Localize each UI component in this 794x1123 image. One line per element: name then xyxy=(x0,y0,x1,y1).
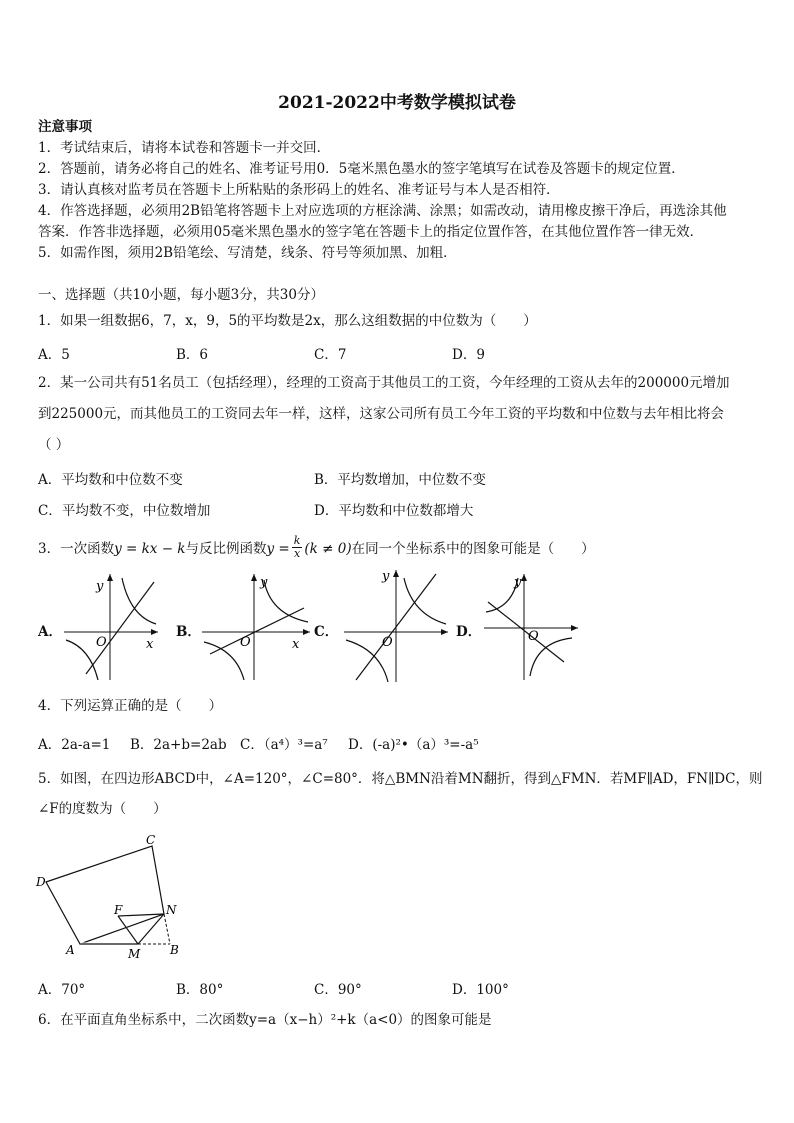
label-n: N xyxy=(166,903,177,917)
x-axis-arrow xyxy=(303,629,310,635)
notice-item: 3．请认真核对监考员在答题卡上所粘贴的条形码上的姓名、准考证号与本人是否相符． xyxy=(38,182,560,198)
q5-option-d: D．100° xyxy=(452,982,509,998)
q4-option-d: D．(-a)²•（a）³=-a⁵ xyxy=(348,737,479,753)
linear-graph xyxy=(86,582,154,674)
q3-fraction xyxy=(292,535,303,560)
question-3-stem xyxy=(38,536,595,561)
q3-fraction-numerator: k xyxy=(293,534,301,547)
q3-stem-suffix: 在同一个坐标系中的图象可能是（ ） xyxy=(351,540,595,557)
q3-fraction-denominator: x xyxy=(293,547,301,560)
segment-mf xyxy=(118,916,138,944)
x-axis-arrow xyxy=(151,629,158,635)
notice-item: 4．作答选择题，必须用2B铅笔将答题卡上对应选项的方框涂满、涂黑；如需改动，请用橡皮擦干净后，再选涂其他 xyxy=(38,203,727,219)
hyperbola-branch-2 xyxy=(66,640,98,680)
q2-option-d: D．平均数和中位数都增大 xyxy=(314,503,474,519)
y-label: y xyxy=(260,575,268,590)
linear-graph xyxy=(210,608,304,654)
question-5-stem-line: ∠F的度数为（ ） xyxy=(38,801,167,817)
label-f: F xyxy=(114,903,123,917)
origin-label: O xyxy=(240,635,251,650)
y-axis-arrow xyxy=(393,570,399,577)
q2-option-b: B．平均数增加，中位数不变 xyxy=(314,472,486,488)
origin-label: O xyxy=(528,629,539,644)
quadrilateral-abcd-outline xyxy=(46,846,164,944)
q3-stem-prefix: 3．一次函数 xyxy=(38,540,115,557)
x-label: x xyxy=(146,637,154,652)
segment-fn xyxy=(118,914,164,916)
q5-option-a: A．70° xyxy=(38,982,86,998)
y-label: y xyxy=(382,569,390,584)
q1-option-b: B．6 xyxy=(176,347,209,363)
q3-graph-b xyxy=(196,568,314,682)
q3-inverse-lhs: y = xyxy=(266,540,290,557)
x-axis-arrow xyxy=(571,625,578,631)
q5-option-c: C．90° xyxy=(314,982,362,998)
q3-condition: (k ≠ 0) xyxy=(304,540,352,557)
y-axis-arrow xyxy=(251,574,257,581)
q3-linear-function: y = kx − k xyxy=(114,540,186,557)
q1-option-d: D．9 xyxy=(452,347,485,363)
question-1-stem: 1．如果一组数据6，7，x，9，5的平均数是2x，那么这组数据的中位数为（ ） xyxy=(38,313,537,329)
q4-option-b: B．2a+b=2ab xyxy=(130,737,227,753)
segment-nb-dashed xyxy=(164,914,170,944)
q3-graph-a xyxy=(58,568,162,682)
q5-quadrilateral-figure xyxy=(34,828,194,964)
notice-item: 答案．作答非选择题，必须用05毫米黑色墨水的签字笔在答题卡上的指定位置作答，在其他位置作答一律无效． xyxy=(38,224,704,240)
hyperbola-branch-1 xyxy=(404,578,446,624)
hyperbola-branch-1 xyxy=(264,580,308,622)
notice-item: 5．如需作图，须用2B铅笔绘、写清楚，线条、符号等须加黑、加粗． xyxy=(38,245,457,261)
q1-option-a: A．5 xyxy=(38,347,70,363)
section-heading: 一、选择题（共10小题，每小题3分，共30分） xyxy=(38,287,324,303)
notice-item: 2．答题前，请务必将自己的姓名、准考证号用0．5毫米黑色墨水的签字笔填写在试卷及答题卡的规定位置． xyxy=(38,161,685,177)
question-4-stem: 4．下列运算正确的是（ ） xyxy=(38,698,223,714)
q3-label-c: C． xyxy=(314,624,339,640)
question-6-stem: 6．在平面直角坐标系中，二次函数y=a（x−h）²+k（a<0）的图象可能是 xyxy=(38,1012,492,1028)
question-2-stem-line: 到225000元，而其他员工的工资同去年一样，这样，这家公司所有员工今年工资的平均数和中位数与去年相比将会 xyxy=(38,406,725,422)
q3-graph-d xyxy=(478,568,582,682)
q4-option-a: A．2a-a=1 xyxy=(38,737,111,753)
linear-graph xyxy=(488,602,564,662)
q2-option-c: C．平均数不变，中位数增加 xyxy=(38,503,211,519)
page-title: 2021-2022中考数学模拟试卷 xyxy=(278,93,516,113)
y-axis-arrow xyxy=(107,574,113,581)
y-axis-arrow xyxy=(521,574,527,581)
question-5-stem-line: 5．如图，在四边形ABCD中，∠A=120°，∠C=80°．将△BMN沿着MN翻折，得到△FMN．若MF∥AD，FN∥DC，则 xyxy=(38,771,763,787)
q2-option-a: A．平均数和中位数不变 xyxy=(38,472,183,488)
notice-item: 1．考试结束后，请将本试卷和答题卡一并交回． xyxy=(38,140,331,156)
label-c: C xyxy=(146,833,156,847)
q3-label-a: A． xyxy=(38,624,62,640)
hyperbola-branch-1 xyxy=(122,578,156,624)
q3-label-b: B． xyxy=(176,624,201,640)
label-a: A xyxy=(66,943,75,957)
label-b: B xyxy=(170,943,179,957)
question-2-stem-line: （ ） xyxy=(38,437,70,453)
origin-label: O xyxy=(96,635,107,650)
q3-label-d: D． xyxy=(456,624,482,640)
question-2-stem-line: 2．某一公司共有51名员工（包括经理），经理的工资高于其他员工的工资，今年经理的工资从去年的200000元增加 xyxy=(38,375,730,391)
q3-stem-mid: 与反比例函数 xyxy=(185,540,267,557)
q3-graph-c xyxy=(338,566,452,684)
origin-label: O xyxy=(382,635,393,650)
label-d: D xyxy=(36,875,46,889)
x-label: x xyxy=(292,637,300,652)
notice-heading: 注意事项 xyxy=(38,119,92,135)
y-label: y xyxy=(96,579,104,594)
q4-option-c: C．（a⁴）³=a⁷ xyxy=(240,737,328,753)
label-m: M xyxy=(128,947,141,961)
x-axis-arrow xyxy=(441,629,448,635)
y-label: y xyxy=(514,575,522,590)
q5-option-b: B．80° xyxy=(176,982,224,998)
q1-option-c: C．7 xyxy=(314,347,347,363)
